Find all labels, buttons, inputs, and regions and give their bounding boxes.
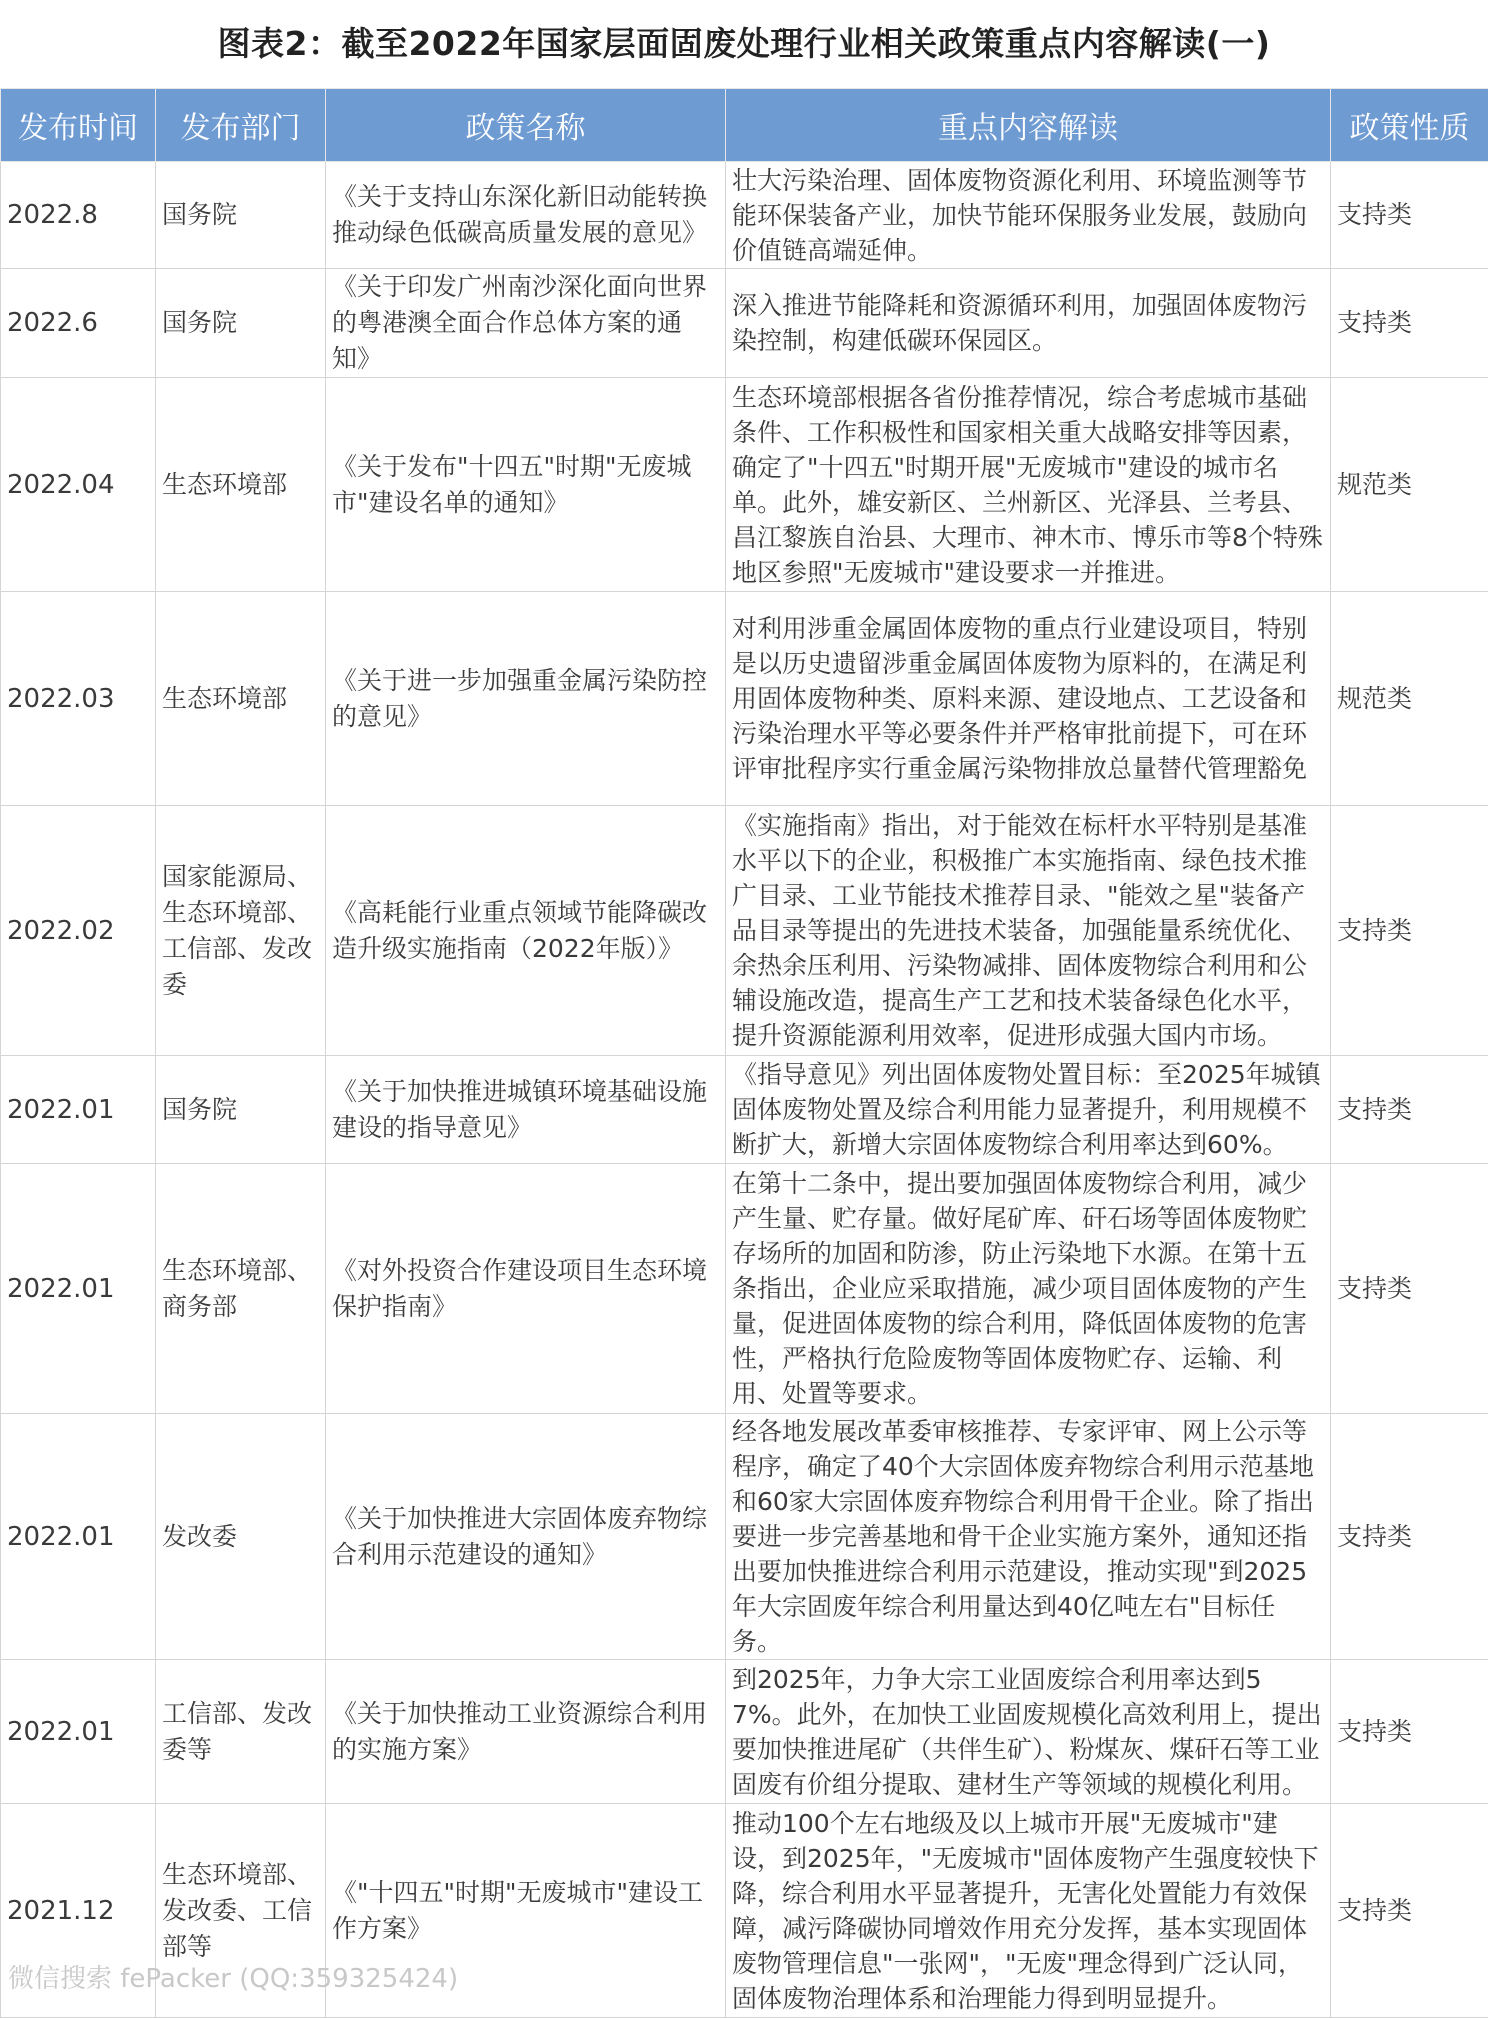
row-dept: 发改委 [156, 1414, 326, 1660]
row-content: 《实施指南》指出，对于能效在标杆水平特别是基准水平以下的企业，积极推广本实施指南、绿色技术推广目录、工业节能技术推荐目录、"能效之星"装备产品目录等提出的先进技术装备，加强能量系统优化、余热余压利用、污染物减排、固体废物综合利用和公辅设施改造，提高生产工艺和技术装备绿色化水平，提升资源能源利用效率，促进形成强大国内市场。 [726, 806, 1331, 1056]
row-content: 壮大污染治理、固体废物资源化利用、环境监测等节能环保装备产业，加快节能环保服务业发展，鼓励向价值链高端延伸。 [726, 162, 1331, 269]
row-type: 支持类 [1331, 806, 1488, 1056]
row-type: 支持类 [1331, 269, 1488, 378]
row-dept: 国务院 [156, 162, 326, 269]
table-row [1, 1414, 1488, 1660]
table-row [1, 592, 1488, 806]
row-dept: 生态环境部、发改委、工信部等 [156, 1804, 326, 2018]
header-content: 重点内容解读 [726, 89, 1331, 162]
row-date: 2022.01 [1, 1056, 156, 1164]
policy-table [0, 88, 1488, 2018]
row-date: 2022.8 [1, 162, 156, 269]
row-content: 《指导意见》列出固体废物处置目标：至2025年城镇固体废物处置及综合利用能力显著提升，利用规模不断扩大，新增大宗固体废物综合利用率达到60%。 [726, 1056, 1331, 1164]
row-type: 支持类 [1331, 162, 1488, 269]
row-date: 2022.03 [1, 592, 156, 806]
row-type: 支持类 [1331, 1414, 1488, 1660]
row-policy-name: 《关于加快推进城镇环境基础设施建设的指导意见》 [326, 1056, 726, 1164]
row-dept: 国务院 [156, 269, 326, 378]
row-policy-name: 《关于支持山东深化新旧动能转换推动绿色低碳高质量发展的意见》 [326, 162, 726, 269]
row-date: 2022.02 [1, 806, 156, 1056]
row-type: 规范类 [1331, 592, 1488, 806]
table-header-row [1, 89, 1488, 162]
row-type: 支持类 [1331, 1660, 1488, 1804]
row-policy-name: 《关于进一步加强重金属污染防控的意见》 [326, 592, 726, 806]
row-policy-name: 《"十四五"时期"无废城市"建设工作方案》 [326, 1804, 726, 2018]
row-date: 2021.12 [1, 1804, 156, 2018]
row-content: 生态环境部根据各省份推荐情况，综合考虑城市基础条件、工作积极性和国家相关重大战略安排等因素，确定了"十四五"时期开展"无废城市"建设的城市名单。此外，雄安新区、兰州新区、光泽县、兰考县、昌江黎族自治县、大理市、神木市、博乐市等8个特殊地区参照"无废城市"建设要求一并推进。 [726, 378, 1331, 592]
row-dept: 国务院 [156, 1056, 326, 1164]
row-policy-name: 《高耗能行业重点领域节能降碳改造升级实施指南（2022年版）》 [326, 806, 726, 1056]
watermark-text: 微信搜索 fePacker (QQ:359325424) [8, 1958, 458, 1995]
table-row [1, 1660, 1488, 1804]
table-row [1, 1056, 1488, 1164]
table-row [1, 806, 1488, 1056]
row-type: 支持类 [1331, 1804, 1488, 2018]
row-content: 经各地发展改革委审核推荐、专家评审、网上公示等程序，确定了40个大宗固体废弃物综合利用示范基地和60家大宗固体废弃物综合利用骨干企业。除了指出要进一步完善基地和骨干企业实施方案外，通知还指出要加快推进综合利用示范建设，推动实现"到2025年大宗固废年综合利用量达到40亿吨左右"目标任务。 [726, 1414, 1331, 1660]
row-content: 到2025年，力争大宗工业固废综合利用率达到57%。此外，在加快工业固废规模化高效利用上，提出要加快推进尾矿（共伴生矿）、粉煤灰、煤矸石等工业固废有价组分提取、建材生产等领域的规模化利用。 [726, 1660, 1331, 1804]
table-row [1, 269, 1488, 378]
row-policy-name: 《关于加快推动工业资源综合利用的实施方案》 [326, 1660, 726, 1804]
row-policy-name: 《对外投资合作建设项目生态环境保护指南》 [326, 1164, 726, 1414]
row-date: 2022.01 [1, 1164, 156, 1414]
row-content: 在第十二条中，提出要加强固体废物综合利用，减少产生量、贮存量。做好尾矿库、矸石场等固体废物贮存场所的加固和防渗，防止污染地下水源。在第十五条指出，企业应采取措施，减少项目固体废物的产生量，促进固体废物的综合利用，降低固体废物的危害性，严格执行危险废物等固体废物贮存、运输、利用、处置等要求。 [726, 1164, 1331, 1414]
page-title: 图表2：截至2022年国家层面固废处理行业相关政策重点内容解读(一) [0, 18, 1488, 65]
row-dept: 工信部、发改委等 [156, 1660, 326, 1804]
row-date: 2022.01 [1, 1414, 156, 1660]
header-dept: 发布部门 [156, 89, 326, 162]
row-dept: 国家能源局、生态环境部、工信部、发改委 [156, 806, 326, 1056]
row-date: 2022.01 [1, 1660, 156, 1804]
row-policy-name: 《关于加快推进大宗固体废弃物综合利用示范建设的通知》 [326, 1414, 726, 1660]
table-row [1, 1164, 1488, 1414]
table-row [1, 162, 1488, 269]
row-type: 支持类 [1331, 1164, 1488, 1414]
table-row [1, 378, 1488, 592]
row-policy-name: 《关于印发广州南沙深化面向世界的粤港澳全面合作总体方案的通知》 [326, 269, 726, 378]
row-date: 2022.04 [1, 378, 156, 592]
row-dept: 生态环境部 [156, 378, 326, 592]
header-date: 发布时间 [1, 89, 156, 162]
row-content: 深入推进节能降耗和资源循环利用，加强固体废物污染控制，构建低碳环保园区。 [726, 269, 1331, 378]
header-policy-name: 政策名称 [326, 89, 726, 162]
row-content: 对利用涉重金属固体废物的重点行业建设项目，特别是以历史遗留涉重金属固体废物为原料的，在满足利用固体废物种类、原料来源、建设地点、工艺设备和污染治理水平等必要条件并严格审批前提下，可在环评审批程序实行重金属污染物排放总量替代管理豁免 [726, 592, 1331, 806]
row-dept: 生态环境部 [156, 592, 326, 806]
row-content: 推动100个左右地级及以上城市开展"无废城市"建设，到2025年，"无废城市"固体废物产生强度较快下降，综合利用水平显著提升，无害化处置能力有效保障，减污降碳协同增效作用充分发挥，基本实现固体废物管理信息"一张网"，"无废"理念得到广泛认同，固体废物治理体系和治理能力得到明显提升。 [726, 1804, 1331, 2018]
row-dept: 生态环境部、商务部 [156, 1164, 326, 1414]
row-type: 支持类 [1331, 1056, 1488, 1164]
row-policy-name: 《关于发布"十四五"时期"无废城市"建设名单的通知》 [326, 378, 726, 592]
row-date: 2022.6 [1, 269, 156, 378]
row-type: 规范类 [1331, 378, 1488, 592]
header-type: 政策性质 [1331, 89, 1488, 162]
